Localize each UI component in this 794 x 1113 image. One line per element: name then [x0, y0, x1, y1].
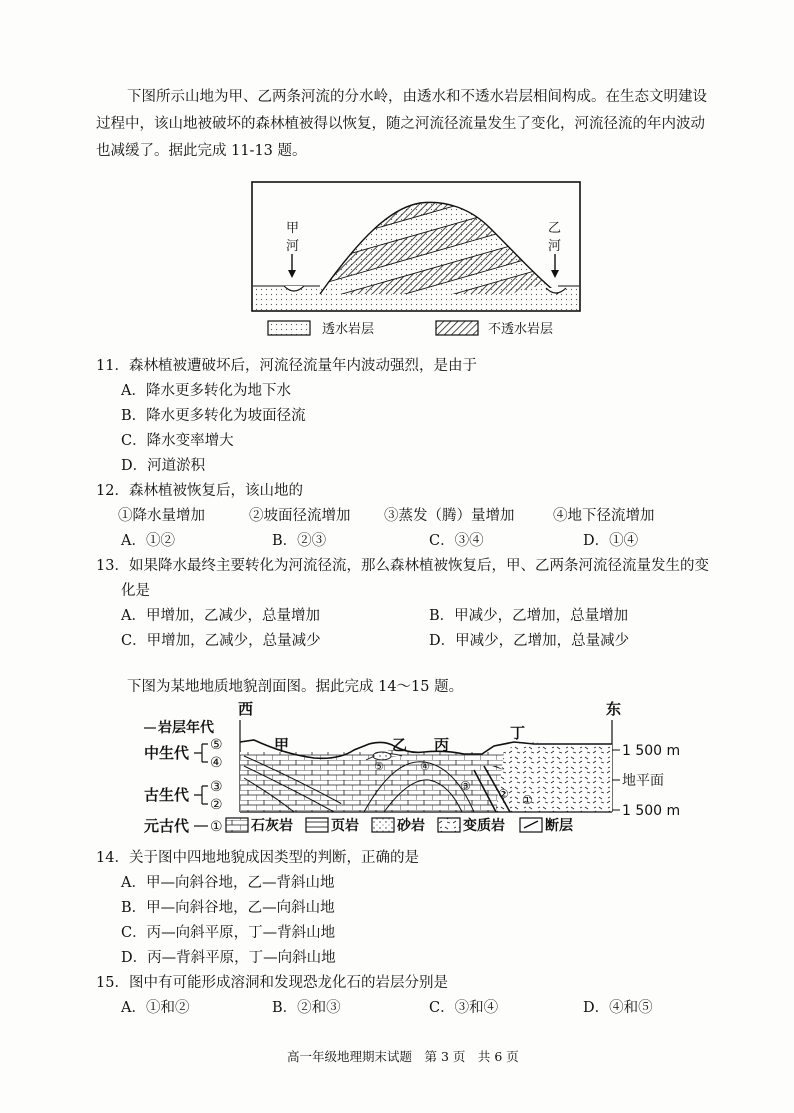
q13-stem-line2: 化是 — [121, 583, 150, 599]
watershed-cross-section-figure — [240, 178, 590, 346]
q12-option-c: C．③④ — [429, 533, 484, 549]
legend-fault-label: 断层 — [545, 818, 573, 834]
q14-option-c: C．丙—向斜平原，丁—背斜山地 — [121, 925, 336, 941]
q13-option-c: C．甲增加，乙减少，总量减少 — [121, 633, 321, 649]
era-paleozoic: 古生代 — [144, 786, 190, 804]
loc-bing: 丙 — [434, 736, 450, 754]
section-stratum-4: ④ — [420, 760, 430, 773]
q14-option-a: A．甲—向斜谷地，乙—背斜山地 — [121, 875, 335, 891]
legend-shale-swatch — [306, 818, 328, 832]
elev-bottom: 1 500 m — [622, 803, 681, 819]
section-stratum-5: ⑤ — [374, 760, 384, 773]
q11-option-c: C．降水变率增大 — [121, 433, 234, 449]
legend-limestone-label: 石灰岩 — [251, 818, 293, 834]
strata-age-header: 岩层年代 — [158, 720, 214, 736]
q14-stem: 14．关于图中四地地貌成因类型的判断，正确的是 — [96, 850, 419, 866]
arrow-head-icon — [288, 270, 296, 278]
q12-stem: 12．森林植被恢复后，该山地的 — [96, 483, 303, 499]
loc-jia: 甲 — [274, 736, 290, 754]
west-label: 西 — [238, 700, 254, 718]
paleozoic-bracket — [194, 786, 208, 804]
intro1-line1: 下图所示山地为甲、乙两条河流的分水岭，由透水和不透水岩层相间构成。在生态文明建设 — [127, 89, 707, 105]
q12-item-3: ③蒸发（腾）量增加 — [384, 508, 515, 524]
mesozoic-bracket — [194, 744, 208, 762]
river-jia-char2: 河 — [286, 239, 300, 254]
river-yi-char1: 乙 — [548, 221, 562, 236]
stratum-2-label: ② — [210, 797, 223, 813]
q11-option-b: B．降水更多转化为坡面径流 — [121, 408, 306, 424]
q14-option-b: B．甲—向斜谷地，乙—向斜山地 — [121, 900, 335, 916]
intro2: 下图为某地地质地貌剖面图。据此完成 14～15 题。 — [127, 679, 464, 695]
page-footer: 高一年级地理期末试题 第 3 页 共 6 页 — [287, 1049, 519, 1064]
q12-option-d: D．①④ — [583, 533, 639, 549]
intro1-line2: 过程中，该山地被破坏的森林植被得以恢复，随之河流径流量发生了变化，河流径流的年内波动 — [96, 116, 705, 132]
q12-item-4: ④地下径流增加 — [553, 508, 655, 524]
legend-metamorphic-label: 变质岩 — [463, 818, 505, 834]
q12-option-b: B．②③ — [272, 533, 327, 549]
stratum-5-label: ⑤ — [210, 737, 223, 753]
legend-permeable-label: 透水岩层 — [322, 322, 375, 337]
river-yi-char2: 河 — [548, 239, 562, 254]
loc-yi: 乙 — [392, 736, 408, 754]
legend-limestone-swatch — [226, 818, 248, 832]
arrow-head-icon — [551, 270, 559, 278]
geologic-profile-figure — [144, 700, 692, 842]
q11-option-a: A．降水更多转化为地下水 — [121, 383, 291, 399]
legend-shale-label: 页岩 — [331, 818, 359, 834]
loc-ding: 丁 — [510, 724, 526, 742]
legend-impermeable-label: 不透水岩层 — [488, 322, 554, 337]
q15-option-a: A．①和② — [121, 1000, 190, 1016]
q11-option-d: D．河道淤积 — [121, 458, 206, 474]
legend-impermeable-swatch — [436, 321, 478, 335]
q15-option-c: C．③和④ — [429, 1000, 499, 1016]
east-label: 东 — [606, 700, 622, 718]
q15-option-d: D．④和⑤ — [583, 1000, 653, 1016]
era-proterozoic: 元古代 — [144, 817, 190, 835]
legend-permeable-swatch — [268, 321, 310, 335]
legend-metamorphic-swatch — [438, 818, 460, 832]
stratum-1-label: ① — [210, 819, 223, 835]
q15-option-b: B．②和③ — [272, 1000, 341, 1016]
elev-top: 1 500 m — [622, 743, 681, 759]
section-stratum-3: ③ — [460, 779, 471, 793]
section-stratum-2: ② — [498, 787, 509, 801]
stratum-4-label: ④ — [210, 755, 223, 771]
q14-option-d: D．丙—背斜平原，丁—向斜山地 — [121, 950, 336, 966]
q13-option-b: B．甲减少，乙增加，总量增加 — [429, 608, 629, 624]
q12-item-2: ②坡面径流增加 — [249, 508, 351, 524]
legend-sandstone-swatch — [372, 818, 394, 832]
intro1-line3: 也减缓了。据此完成 11-13 题。 — [96, 143, 307, 159]
q13-option-a: A．甲增加，乙减少，总量增加 — [121, 608, 320, 624]
elev-sea-level: 地平面 — [622, 773, 664, 789]
q13-option-d: D．甲减少，乙增加，总量减少 — [429, 633, 630, 649]
q11-stem: 11．森林植被遭破坏后，河流径流量年内波动强烈，是由于 — [96, 358, 477, 374]
q12-item-1: ①降水量增加 — [118, 508, 205, 524]
stratum-3-label: ③ — [210, 779, 223, 795]
q12-option-a: A．①② — [121, 533, 175, 549]
q15-stem: 15．图中有可能形成溶洞和发现恐龙化石的岩层分别是 — [96, 975, 448, 991]
section-stratum-1: ① — [522, 793, 533, 807]
river-jia-char1: 甲 — [286, 221, 300, 236]
q13-stem-line1: 13．如果降水最终主要转化为河流径流，那么森林植被恢复后，甲、乙两条河流径流量发生的变 — [96, 558, 709, 574]
legend-sandstone-label: 砂岩 — [397, 818, 425, 834]
era-mesozoic: 中生代 — [144, 744, 190, 762]
